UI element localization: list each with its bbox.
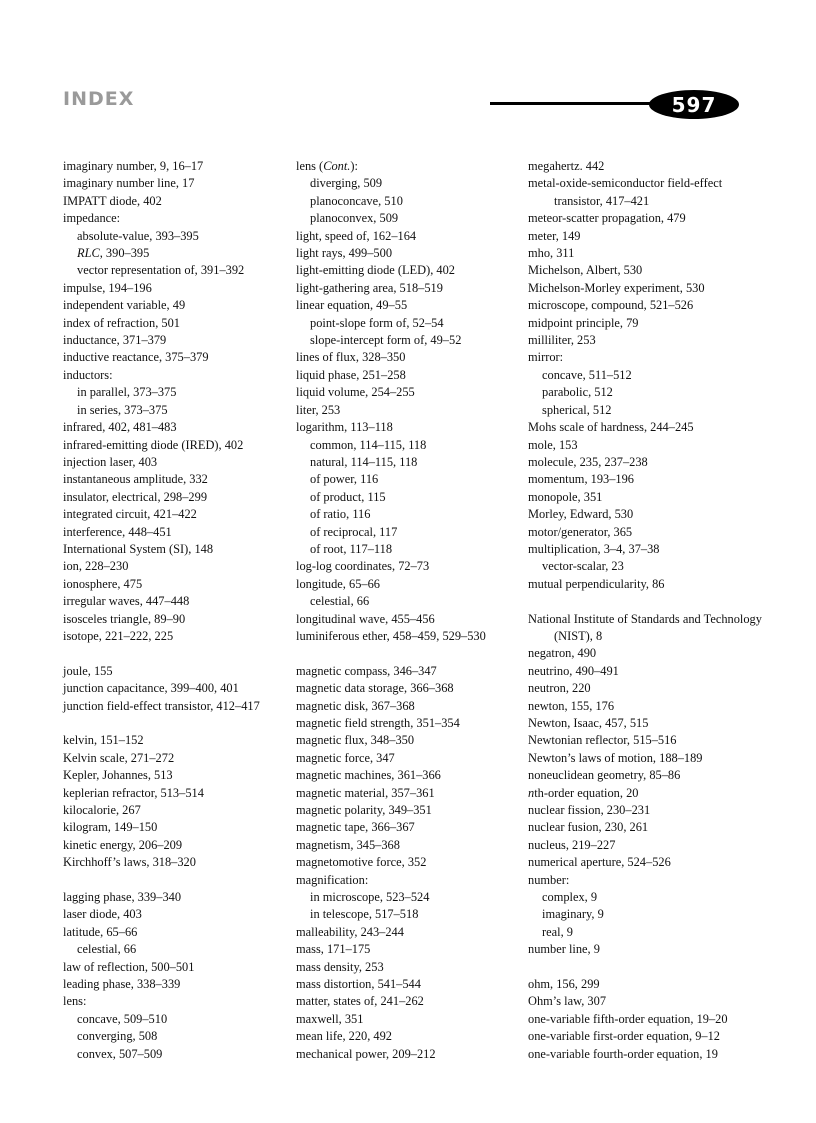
letter-group-gap (63, 872, 293, 889)
index-entry: lens: (63, 994, 87, 1009)
index-entry: meteor-scatter propagation, 479 (528, 211, 686, 226)
index-entry: independent variable, 49 (63, 298, 186, 313)
index-entry: infrared, 402, 481–483 (63, 420, 177, 435)
index-subentry: of ratio, 116 (310, 507, 371, 522)
index-entry: junction capacitance, 399–400, 401 (63, 681, 239, 696)
index-entry: malleability, 243–244 (296, 924, 404, 939)
index-entry: neutron, 220 (528, 681, 591, 696)
index-entry: molecule, 235, 237–238 (528, 454, 648, 469)
index-column-3 (528, 158, 763, 1063)
letter-group-gap (528, 593, 763, 610)
index-entry: Kelvin scale, 271–272 (63, 750, 175, 765)
index-entry: meter, 149 (528, 228, 581, 243)
index-entry: noneuclidean geometry, 85–86 (528, 768, 681, 783)
index-entry: integrated circuit, 421–422 (63, 507, 197, 522)
index-entry: insulator, electrical, 298–299 (63, 489, 208, 504)
index-entry: magnetic machines, 361–366 (296, 768, 441, 783)
letter-group-gap (296, 645, 526, 662)
index-subentry: of reciprocal, 117 (310, 524, 398, 539)
index-subentry: concave, 509–510 (77, 1011, 168, 1026)
index-entry: linear equation, 49–55 (296, 298, 408, 313)
index-entry: joule, 155 (63, 663, 113, 678)
letter-group-gap (63, 715, 293, 732)
index-entry: keplerian refractor, 513–514 (63, 785, 204, 800)
index-entry: lens (Cont.): (296, 159, 358, 173)
index-subentry: convex, 507–509 (77, 1046, 163, 1061)
index-entry: matter, states of, 241–262 (296, 994, 424, 1009)
index-entry: logarithm, 113–118 (296, 420, 393, 435)
index-entry: longitudinal wave, 455–456 (296, 611, 435, 626)
index-entry: magnetic material, 357–361 (296, 785, 435, 800)
index-subentry: concave, 511–512 (542, 367, 632, 382)
index-entry: Newtonian reflector, 515–516 (528, 733, 677, 748)
index-entry: Ohm’s law, 307 (528, 994, 607, 1009)
index-entry: International System (SI), 148 (63, 541, 214, 556)
header-rule (490, 102, 665, 105)
index-entry: mole, 153 (528, 437, 578, 452)
index-subentry: absolute-value, 393–395 (77, 228, 199, 243)
index-subentry: in parallel, 373–375 (77, 385, 177, 400)
index-subentry: common, 114–115, 118 (310, 437, 427, 452)
index-entry: liquid volume, 254–255 (296, 385, 415, 400)
index-entry: midpoint principle, 79 (528, 315, 639, 330)
index-subentry: of power, 116 (310, 472, 379, 487)
index-column-1 (63, 158, 293, 1063)
index-entry: index of refraction, 501 (63, 315, 180, 330)
index-entry: Morley, Edward, 530 (528, 507, 634, 522)
index-subentry: planoconcave, 510 (310, 193, 403, 208)
index-entry: momentum, 193–196 (528, 472, 635, 487)
index-entry: IMPATT diode, 402 (63, 193, 162, 208)
index-entry: mutual perpendicularity, 86 (528, 576, 665, 591)
index-entry: mass density, 253 (296, 959, 384, 974)
index-entry: Kirchhoff’s laws, 318–320 (63, 855, 196, 870)
index-entry: megahertz. 442 (528, 159, 605, 173)
index-entry: magnetic polarity, 349–351 (296, 803, 432, 818)
index-subentry: real, 9 (542, 924, 573, 939)
index-entry: multiplication, 3–4, 37–38 (528, 541, 660, 556)
index-entry: magnetic disk, 367–368 (296, 698, 415, 713)
index-entry: kilocalorie, 267 (63, 803, 141, 817)
index-entry: negatron, 490 (528, 646, 597, 661)
index-entry: Newton, Isaac, 457, 515 (528, 715, 649, 730)
index-entry: one-variable fourth-order equation, 19 (528, 1046, 718, 1061)
index-entry: magnetic compass, 346–347 (296, 663, 437, 678)
index-entry: impedance: (63, 211, 121, 226)
index-entry: light rays, 499–500 (296, 246, 393, 261)
index-entry: leading phase, 338–339 (63, 977, 181, 992)
index-entry: Newton’s laws of motion, 188–189 (528, 750, 703, 765)
index-subentry: imaginary, 9 (542, 907, 604, 922)
index-entry: metal-oxide-semiconductor field-effect transistor, 417–421 (528, 176, 723, 208)
index-entry: injection laser, 403 (63, 454, 158, 469)
index-entry: light, speed of, 162–164 (296, 228, 417, 243)
index-entry: laser diode, 403 (63, 907, 142, 922)
index-subentry: of root, 117–118 (310, 541, 393, 556)
index-entry: magnetic field strength, 351–354 (296, 715, 460, 730)
index-entry: nth-order equation, 20 (528, 785, 639, 800)
index-entry: magnetism, 345–368 (296, 837, 400, 852)
index-entry: neutrino, 490–491 (528, 663, 619, 678)
index-entry: microscope, compound, 521–526 (528, 298, 694, 313)
index-entry: inductive reactance, 375–379 (63, 350, 209, 365)
letter-group-gap (528, 959, 763, 976)
index-entry: motor/generator, 365 (528, 524, 633, 539)
index-entry: law of reflection, 500–501 (63, 959, 195, 974)
index-entry: mechanical power, 209–212 (296, 1046, 436, 1061)
index-entry: number: (528, 872, 570, 887)
index-entry: inductance, 371–379 (63, 333, 167, 348)
index-entry: number line, 9 (528, 942, 600, 957)
index-entry: ionosphere, 475 (63, 576, 143, 591)
index-subentry: converging, 508 (77, 1029, 158, 1044)
index-subentry: of product, 115 (310, 489, 386, 504)
index-entry: junction field-effect transistor, 412–417 (63, 698, 260, 713)
index-entry: lines of flux, 328–350 (296, 350, 406, 365)
index-entry: kilogram, 149–150 (63, 820, 158, 835)
index-entry: light-emitting diode (LED), 402 (296, 263, 455, 278)
index-entry: magnetic tape, 366–367 (296, 820, 415, 835)
index-entry: latitude, 65–66 (63, 924, 138, 939)
index-entry: impulse, 194–196 (63, 280, 152, 295)
index-entry: Michelson-Morley experiment, 530 (528, 280, 705, 295)
page-header-title: INDEX (63, 88, 135, 110)
index-entry: instantaneous amplitude, 332 (63, 472, 208, 487)
index-entry: Mohs scale of hardness, 244–245 (528, 420, 694, 435)
index-subentry: complex, 9 (542, 890, 598, 905)
index-subentry: in microscope, 523–524 (310, 890, 430, 905)
index-entry: one-variable fifth-order equation, 19–20 (528, 1011, 728, 1026)
index-entry: newton, 155, 176 (528, 698, 615, 713)
index-entry: one-variable first-order equation, 9–12 (528, 1029, 720, 1044)
index-entry: maxwell, 351 (296, 1011, 364, 1026)
index-subentry: celestial, 66 (77, 942, 137, 957)
index-subentry: vector-scalar, 23 (542, 559, 624, 574)
page-number-badge: 597 (649, 90, 739, 119)
index-subentry: diverging, 509 (310, 176, 383, 191)
index-entry: isosceles triangle, 89–90 (63, 611, 186, 626)
index-entry: liquid phase, 251–258 (296, 367, 406, 382)
index-entry: infrared-emitting diode (IRED), 402 (63, 437, 244, 452)
index-entry: isotope, 221–222, 225 (63, 628, 174, 643)
index-entry: mho, 311 (528, 246, 575, 261)
index-entry: light-gathering area, 518–519 (296, 280, 443, 295)
index-entry: numerical aperture, 524–526 (528, 855, 671, 870)
index-entry: Kepler, Johannes, 513 (63, 768, 173, 783)
index-entry: mirror: (528, 350, 564, 365)
index-subentry: slope-intercept form of, 49–52 (310, 333, 462, 348)
index-entry: Michelson, Albert, 530 (528, 263, 643, 278)
index-entry: inductors: (63, 367, 113, 382)
index-entry: imaginary number, 9, 16–17 (63, 159, 204, 173)
index-entry: nuclear fusion, 230, 261 (528, 820, 649, 835)
index-entry: monopole, 351 (528, 489, 603, 504)
index-entry: longitude, 65–66 (296, 576, 380, 591)
index-column-2 (296, 158, 526, 1063)
index-entry: milliliter, 253 (528, 333, 596, 348)
index-entry: magnetic data storage, 366–368 (296, 681, 454, 696)
index-entry: lagging phase, 339–340 (63, 890, 182, 905)
index-entry: liter, 253 (296, 402, 341, 417)
index-entry: magnetic force, 347 (296, 750, 395, 765)
index-entry: nucleus, 219–227 (528, 837, 616, 852)
index-entry: magnification: (296, 872, 369, 887)
index-entry: magnetic flux, 348–350 (296, 733, 415, 748)
index-subentry: spherical, 512 (542, 402, 612, 417)
index-subentry: natural, 114–115, 118 (310, 454, 418, 469)
index-entry: irregular waves, 447–448 (63, 594, 190, 609)
index-entry: magnetomotive force, 352 (296, 855, 427, 870)
index-entry: nuclear fission, 230–231 (528, 803, 651, 818)
index-subentry: in series, 373–375 (77, 402, 168, 417)
index-entry: mass, 171–175 (296, 942, 371, 957)
letter-group-gap (63, 645, 293, 662)
index-entry: mass distortion, 541–544 (296, 977, 421, 992)
index-entry: National Institute of Standards and Technology (NIST), 8 (528, 611, 762, 643)
index-subentry: parabolic, 512 (542, 385, 613, 400)
index-entry: interference, 448–451 (63, 524, 172, 539)
index-subentry: vector representation of, 391–392 (77, 263, 245, 278)
index-entry: ohm, 156, 299 (528, 977, 600, 992)
index-entry: log-log coordinates, 72–73 (296, 559, 430, 574)
index-subentry: in telescope, 517–518 (310, 907, 419, 922)
index-entry: imaginary number line, 17 (63, 176, 195, 191)
index-entry: kinetic energy, 206–209 (63, 837, 183, 852)
index-entry: ion, 228–230 (63, 559, 129, 574)
index-entry: mean life, 220, 492 (296, 1029, 393, 1044)
index-subentry: point-slope form of, 52–54 (310, 315, 444, 330)
index-entry: kelvin, 151–152 (63, 733, 144, 748)
index-subentry: RLC, 390–395 (77, 246, 150, 261)
index-subentry: planoconvex, 509 (310, 211, 399, 226)
index-subentry: celestial, 66 (310, 594, 370, 609)
index-entry: luminiferous ether, 458–459, 529–530 (296, 628, 486, 643)
